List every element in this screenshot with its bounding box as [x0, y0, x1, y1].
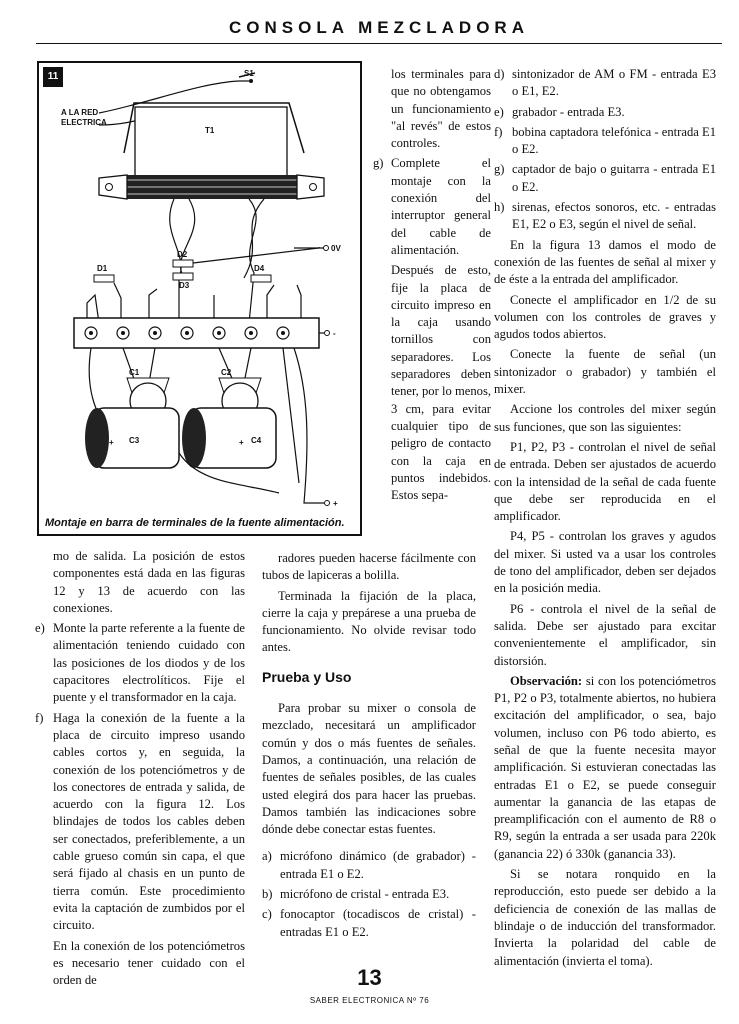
- paragraph: Conecte el amplificador en 1/2 de su volumen con los controles de graves y agudos todos abiertos.: [494, 292, 716, 342]
- section-title: Prueba y Uso: [262, 668, 352, 685]
- list-text: Monte la parte referente a la fuente de alimentación teniendo cuidado con las posiciones de los diodos y de los capacitores electrolíticos. Fije el puente y el transformador en la caja.: [53, 621, 245, 705]
- list-item: [494, 104, 716, 121]
- label-d1: D1: [97, 264, 108, 273]
- observation-paragraph: [494, 673, 716, 863]
- list-text: sirenas, efectos sonoros, etc. - entradas E1, E2 o E3, según el nivel de señal.: [512, 200, 716, 232]
- power-supply-diagram: [39, 63, 360, 534]
- label-plus: +: [333, 499, 338, 508]
- list-marker: d): [494, 67, 505, 81]
- paragraph: En la conexión de los potenciómetros es necesario tener cuidado con el orden de: [53, 938, 245, 988]
- list-text: micrófono de cristal - entrada E3.: [280, 887, 450, 902]
- header-title: CONSOLA MEZCLADORA: [229, 18, 529, 37]
- header-rule: [36, 43, 722, 44]
- list-text: captador de bajo o guitarra - entrada E1 o E2.: [512, 162, 716, 194]
- list-text: sintonizador de AM o FM - entrada E3 o E1, E2.: [512, 67, 716, 99]
- list-item: [494, 66, 716, 101]
- paragraph: Accione los controles del mixer según sus funciones, que son las siguientes:: [494, 402, 716, 434]
- figure-number: 11: [43, 67, 63, 87]
- paragraph: Para probar su mixer o consola de mezclado, necesitará un amplificador común y dos o más fuentes de señales. Damos, a continuación, una relación de fuentes de señales posibles, de las cuales usted elegirá dos para hacer las pruebas. Damos también las indicaciones sobre dónde debe conectar estas fuentes.: [262, 701, 476, 837]
- label-s1: S1: [244, 69, 254, 78]
- figure-11: [37, 61, 362, 536]
- list-item: [35, 710, 245, 935]
- paragraph: P1, P2, P3 - controlan el nivel de señal de entrada. Deben ser ajustados de acuerdo con la intensidad de la señal de cada fuente que debe ser reproducida en el amplificador.: [494, 439, 716, 524]
- list-marker: g): [373, 156, 384, 171]
- list-text: bobina captadora telefónica - entrada E1 o E2.: [512, 124, 716, 157]
- list-marker: h): [494, 200, 505, 215]
- paragraph: Si se notara ronquido en la reproducción, esto puede ser debido a la deficiencia de conexión de las mallas de blindaje o de inducción del transformador. Invierta la polaridad del cable de alimentación (invierta el toma).: [494, 867, 716, 968]
- label-c1: C1: [129, 368, 140, 377]
- list-marker: c): [262, 907, 272, 922]
- label-mains: A LA RED: [61, 108, 99, 117]
- page-number: 13: [357, 965, 382, 990]
- label-c4: C4: [251, 436, 262, 445]
- column-left: [35, 548, 245, 992]
- list-marker: b): [262, 887, 273, 902]
- list-item: [494, 161, 716, 196]
- label-d4: D4: [254, 264, 265, 273]
- list-item: [494, 124, 716, 159]
- list-text: micrófono dinámico (de grabador) - entrada E1 o E2.: [280, 849, 476, 881]
- paragraph: radores pueden hacerse fácilmente con tubos de lapiceras a bolilla.: [262, 551, 476, 583]
- paragraph: mo de salida. La posición de estos componentes está dada en las figuras 12 y 13 de acuerdo con las conexiones.: [53, 549, 245, 615]
- list-item: [373, 155, 491, 259]
- paragraph: En la figura 13 damos el modo de conexión de las fuentes de señal al mixer y de éste a la entrada del amplificador.: [494, 237, 716, 287]
- list-marker: f): [35, 710, 44, 725]
- paragraph: P6 - controla el nivel de la señal de salida. Debe ser ajustado para excitar convenientemente el amplificador, sin distorsión.: [494, 601, 716, 668]
- list-marker: e): [494, 104, 504, 119]
- column-mid-top: [373, 66, 491, 507]
- label-0v: 0V: [331, 244, 341, 253]
- label-c2: C2: [221, 368, 232, 377]
- column-right: [494, 66, 716, 973]
- list-item: [262, 848, 476, 883]
- list-text: Complete el montaje con la conexión del interruptor general del cable de alimentación.: [391, 156, 491, 257]
- paragraph: Terminada la fijación de la placa, cierre la caja y prepárese a una prueba de funcionamiento. No olvide revisar todo antes.: [262, 588, 476, 655]
- label-d2: D2: [177, 250, 188, 259]
- column-mid: [262, 550, 476, 944]
- list-marker: a): [262, 849, 272, 864]
- list-marker: e): [35, 621, 45, 636]
- list-item: [262, 886, 476, 903]
- paragraph: P4, P5 - controlan los graves y agudos del mixer. Si usted va a usar los controles de tono del amplificador, deben ser dejados en la posición media.: [494, 529, 716, 596]
- observation-text: si con los potenciómetros P1, P2 o P3, totalmente abiertos, no hubiera excitación del amplificador, o sea, bajo volumen, incluso con P6 todo abierto, es señal de que la fuente necesita mayor amplificación. Si estuvieran conectadas las entradas E1 o E2, se puede conseguir aumentar la ganancia de las etapas de preamplificación con el aumento de R8 o R9, según la entrada a ser usada para 220k (ganancia 22) ó 330k (ganancia 33).: [494, 673, 716, 861]
- label-c3: C3: [129, 436, 140, 445]
- svg-text:+: +: [239, 438, 244, 447]
- observation-label: Observación:: [510, 673, 583, 688]
- list-item: [494, 199, 716, 234]
- list-marker: g): [494, 162, 505, 177]
- list-marker: f): [494, 124, 503, 139]
- list-text: fonocaptor (tocadiscos de cristal) - entradas E1 o E2.: [280, 907, 476, 939]
- figure-caption: Montaje en barra de terminales de la fuente alimentación.: [45, 517, 345, 529]
- label-mains2: ELECTRICA: [61, 118, 107, 127]
- label-t1: T1: [205, 126, 215, 135]
- running-header: [36, 18, 722, 44]
- footer-magazine: SABER ELECTRONICA Nº 76: [309, 996, 430, 1005]
- svg-text:+: +: [109, 438, 114, 447]
- list-item: [262, 906, 476, 941]
- paragraph: Después de esto, fije la placa de circuito impreso en la caja usando tornillos con separadores. Los separadores deben tener, por lo menos, 3 cm, para evitar cualquier tipo de peligro de contacto con la caja en puntos indebidos. Estos sepa-: [391, 263, 491, 503]
- list-text: grabador - entrada E3.: [512, 104, 625, 119]
- list-item: [35, 620, 245, 706]
- label-minus: -: [333, 329, 336, 338]
- label-d3: D3: [179, 281, 190, 290]
- list-text: Haga la conexión de la fuente a la placa de circuito impreso usando cables cortos y, en seguida, la conexión de los potenciómetros y de los conectores de entrada y salida, de acuerdo con la figura 12. Los blindajes de todos los cables deben ser conectados, preferiblemente, a un cable grueso común sin capa, el que será fijado al chasis en un punto de tierra común. Este procedimiento evita la captación de zumbidos por el circuito.: [53, 710, 245, 933]
- paragraph: Conecte la fuente de señal (un sintonizador o grabador) y también el mixer.: [494, 347, 716, 397]
- paragraph: los terminales para que no obtengamos un funcionamiento "al revés" de estos controles.: [391, 67, 491, 151]
